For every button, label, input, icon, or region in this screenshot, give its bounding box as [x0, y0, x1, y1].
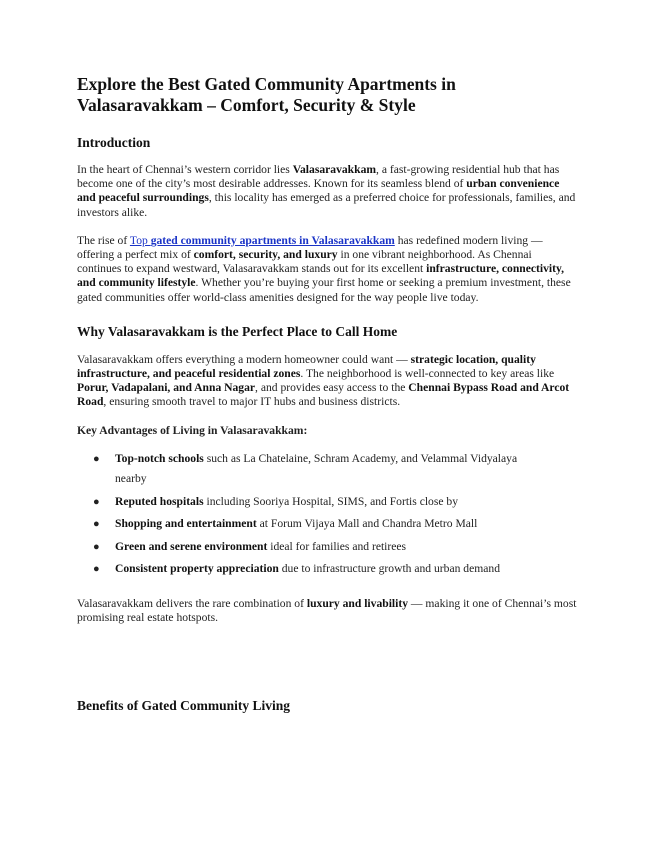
bullet-icon: ●	[93, 540, 100, 553]
bullet-icon: ●	[93, 496, 100, 509]
intro-paragraph-1: In the heart of Chennai’s western corridor lies Valasaravakkam, a fast-growing residential hub that has become one of the city’s most desirable addresses. Known for its seamless blend of urban convenience and peaceful surroundings, this locality has emerged as a preferred choice for professionals, families, and investors alike.	[77, 163, 576, 219]
bullet-icon: ●	[93, 452, 100, 465]
list-item: ● Shopping and entertainment at Forum Vijaya Mall and Chandra Metro Mall	[93, 517, 478, 531]
advantages-list	[77, 452, 577, 576]
list-item: ● Green and serene environment ideal for families and retirees	[93, 539, 407, 553]
bullet-icon: ●	[93, 518, 100, 531]
advantages-heading: Key Advantages of Living in Valasaravakkam:	[77, 423, 308, 437]
why-heading: Why Valasaravakkam is the Perfect Place to Call Home	[77, 323, 398, 339]
intro-paragraph-2: The rise of Top gated community apartments in Valasaravakkam has redefined modern living — offering a perfect mix of comfort, security, and luxury in one vibrant neighborhood. As Chennai continues to expand westward, Valasaravakkam stands out for its excellent infrastructure, connectivity, and community lifestyle. Whether you’re buying your first home or seeking a premium investment, these gated communities offer world-class amenities designed for the way people live today.	[77, 233, 571, 304]
page-title: Explore the Best Gated Community Apartments in Valasaravakkam – Comfort, Security & Style	[77, 74, 456, 115]
intro-heading: Introduction	[77, 135, 151, 150]
closing-paragraph: Valasaravakkam delivers the rare combination of luxury and livability — making it one of Chennai’s most promising real estate hotspots.	[77, 597, 577, 625]
gated-community-link[interactable]: Top gated community apartments in Valasaravakkam	[129, 233, 395, 247]
list-item: ● Reputed hospitals including Sooriya Hospital, SIMS, and Fortis close by	[93, 495, 459, 509]
list-item: ● Consistent property appreciation due to infrastructure growth and urban demand	[93, 561, 501, 575]
document-page	[77, 74, 577, 714]
bullet-icon: ●	[93, 562, 100, 575]
benefits-heading: Benefits of Gated Community Living	[77, 698, 291, 714]
list-item: ● Top-notch schools such as La Chatelaine, Schram Academy, and Velammal Vidyalaya nearby	[93, 451, 518, 486]
why-paragraph: Valasaravakkam offers everything a modern homeowner could want — strategic location, quality infrastructure, and peaceful residential zones. The neighborhood is well-connected to key areas like Porur, Vadapalani, and Anna Nagar, and provides easy access to the Chennai Bypass Road and Arcot Road, ensuring smooth travel to major IT hubs and business districts.	[77, 352, 570, 409]
